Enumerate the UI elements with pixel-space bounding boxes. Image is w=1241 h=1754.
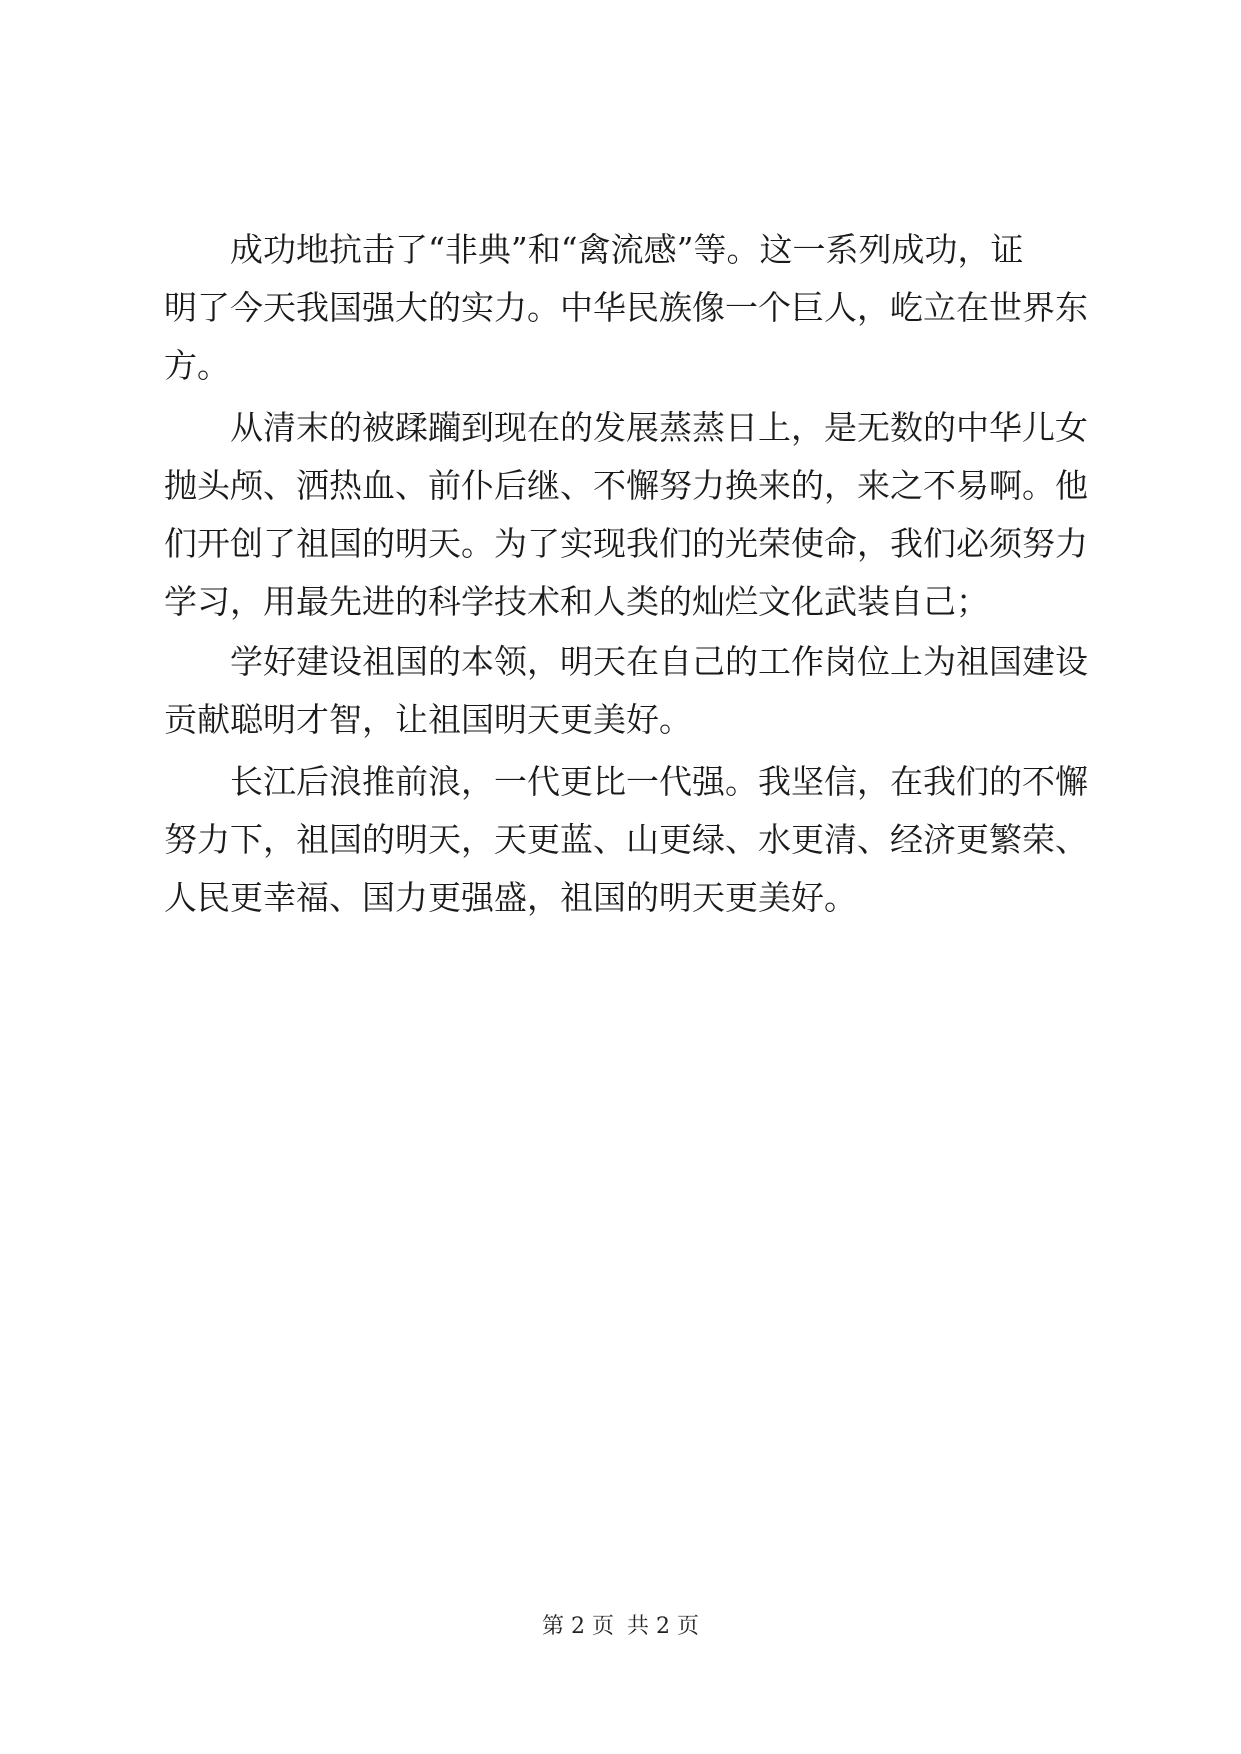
- text-line: 明了今天我国强大的实力。中华民族像一个巨人，屹立在世界东: [164, 288, 1088, 327]
- text-line: 从清末的被蹂躏到现在的发展蒸蒸日上，是无数的中华儿女: [164, 408, 1088, 447]
- text-line: 人民更幸福、国力更强盛，祖国的明天更美好。: [164, 878, 857, 917]
- text-line: 抛头颅、洒热血、前仆后继、不懈努力换来的，来之不易啊。他: [164, 466, 1088, 505]
- text-line: 们开创了祖国的明天。为了实现我们的光荣使命，我们必须努力: [164, 524, 1088, 563]
- page-number: 第 2 页: [542, 1614, 614, 1639]
- text-line: 成功地抗击了“非典”和“禽流感”等。这一系列成功，证: [164, 230, 1024, 269]
- text-line: 学习，用最先进的科学技术和人类的灿烂文化武装自己；: [164, 582, 989, 621]
- text-line: 努力下，祖国的明天，天更蓝、山更绿、水更清、经济更繁荣、: [164, 820, 1088, 859]
- page-total: 共 2 页: [627, 1614, 699, 1639]
- page-footer: [0, 1612, 1241, 1642]
- text-line: 长江后浪推前浪，一代更比一代强。我坚信，在我们的不懈: [164, 762, 1088, 801]
- text-line: 学好建设祖国的本领，明天在自己的工作岗位上为祖国建设: [164, 642, 1088, 681]
- text-line: 方。: [164, 346, 230, 385]
- text-line: 贡献聪明才智，让祖国明天更美好。: [164, 700, 692, 739]
